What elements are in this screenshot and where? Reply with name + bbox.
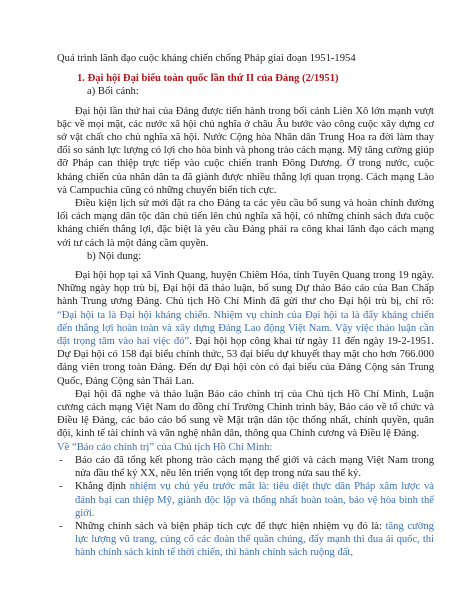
bullet-text: Khẳng định <box>75 481 130 493</box>
paragraph-content-1 <box>57 269 434 388</box>
bullet-dash: - <box>59 481 63 493</box>
paragraph-content-2: Đại hội đã nghe và thảo luận Báo cáo chính trị của Chủ tịch Hồ Chí Minh, Luận cương cách mạng Việt Nam do đồng chí Trường Chinh trình bày, Báo cáo về tổ chức và Điều lệ Đảng, các báo cáo bổ sung về Mặt trận dân tộc thống nhất, chính quyền, quân đội, kinh tế tài chính và văn nghệ nhân dân, thông qua Chính cương và Điều lệ Đảng. <box>57 388 434 440</box>
bullet-item <box>57 480 434 520</box>
bullet-text: Những chính sách và biện pháp tích cực để thực hiện nhiệm vụ đó là: <box>75 520 386 532</box>
subheading-context: a) Bối cảnh: <box>87 86 139 98</box>
bullet-text: Báo cáo đã tổng kết phong trào cách mạng thế giới và cách mạng Việt Nam trong nửa đầu thế kỷ XX, nêu lên triển vọng tốt đẹp trong nửa sau thế kỷ. <box>75 454 434 480</box>
paragraph-content-1-start: Đại hội họp tại xã Vinh Quang, huyện Chiêm Hóa, tỉnh Tuyên Quang trong 19 ngày. Những ngày họp trù bị, Đại hội đã thảo luận, bổ sung Dự thảo Báo cáo của Ban Chấp hành Trung ương Đảng. Chủ tịch Hồ Chí Minh đã gửi thư cho Đại hội trù bị, chỉ rõ: <box>57 270 434 308</box>
bullet-item <box>57 520 434 560</box>
bullet-dash: - <box>59 520 63 532</box>
report-intro: Về “Báo cáo chính trị” của Chủ tịch Hồ Chí Minh: <box>57 441 273 453</box>
document-title: Quá trình lãnh đạo cuộc kháng chiến chống Pháp giai đoạn 1951-1954 <box>57 53 356 64</box>
paragraph-content-1-end: . Đại hội họp công khai từ ngày 11 đến ngày 19-2-1951. Dự Đại hội có 158 đại biểu chính thức, 53 đại biểu dự khuyết thay mặt cho hơn 766.000 đảng viên trong toàn Đảng. Đến dự Đại hội còn có đại biểu của Đảng Cộng sản Trung Quốc, Đảng Cộng sản Thái Lan. <box>57 336 434 387</box>
bullet-text: tăng cường lực lượng vũ trang, củng cố các đoàn thể quần chúng, đẩy mạnh thi đua ái quốc, thi hành chính sách kinh tế thời chiến, thi hành chính sách ruộng đất, <box>75 520 434 559</box>
quote-text: “Đại hội ta là Đại hội kháng chiến. Nhiệm vụ chính của Đại hội ta là đẩy kháng chiến đến thắng lợi hoàn toàn và xây dựng Đảng Lao động Việt Nam. Vậy việc thảo luận cần đặt trọng tâm vào hai việc đó” <box>57 309 434 348</box>
bullet-dash: - <box>59 454 63 466</box>
paragraph-context-1: Đại hội lần thứ hai của Đảng được tiến hành trong bối cảnh Liên Xô lớn mạnh vượt bậc về mọi mặt, các nước xã hội chủ nghĩa ở châu Âu bước vào công cuộc xây dựng cơ sở vật chất cho chủ nghĩa xã hội. Nước Cộng hòa Nhân dân Trung Hoa ra đời làm thay đổi so sánh lực lượng có lợi cho hòa bình và phong trào cách mạng. Mỹ tăng cường giúp đỡ Pháp can thiệp trực tiếp vào cuộc chiến tranh Đông Dương. Ở trong nước, cuộc kháng chiến của nhân dân ta đã giành được nhiều thắng lợi quan trọng. Cách mạng Lào và Campuchia cũng có những chuyển biến tích cực. <box>57 105 434 196</box>
subheading-content: b) Nội dung: <box>87 250 142 262</box>
bullet-item <box>57 454 434 480</box>
paragraph-context-2: Điều kiện lịch sử mới đặt ra cho Đảng ta các yêu cầu bổ sung và hoàn chỉnh đường lối cách mạng dân tộc dân chủ tiến lên chủ nghĩa xã hội, có những chính sách đưa cuộc kháng chiến thắng lợi, đặc biệt là yêu cầu Đảng phải ra công khai lãnh đạo cách mạng với tư cách là một đảng cầm quyền. <box>57 198 434 249</box>
bullet-list <box>57 454 434 560</box>
bullet-text: nhiệm vụ chủ yếu trước mắt là: tiêu diệt thực dân Pháp xâm lược và đánh bại can thiệp Mỹ, giành độc lập và thống nhất hoàn toàn, bảo vệ hòa bình thế giới. <box>75 481 434 519</box>
section-heading: 1. Đại hội Đại biểu toàn quốc lần thứ II của Đảng (2/1951) <box>77 73 339 85</box>
